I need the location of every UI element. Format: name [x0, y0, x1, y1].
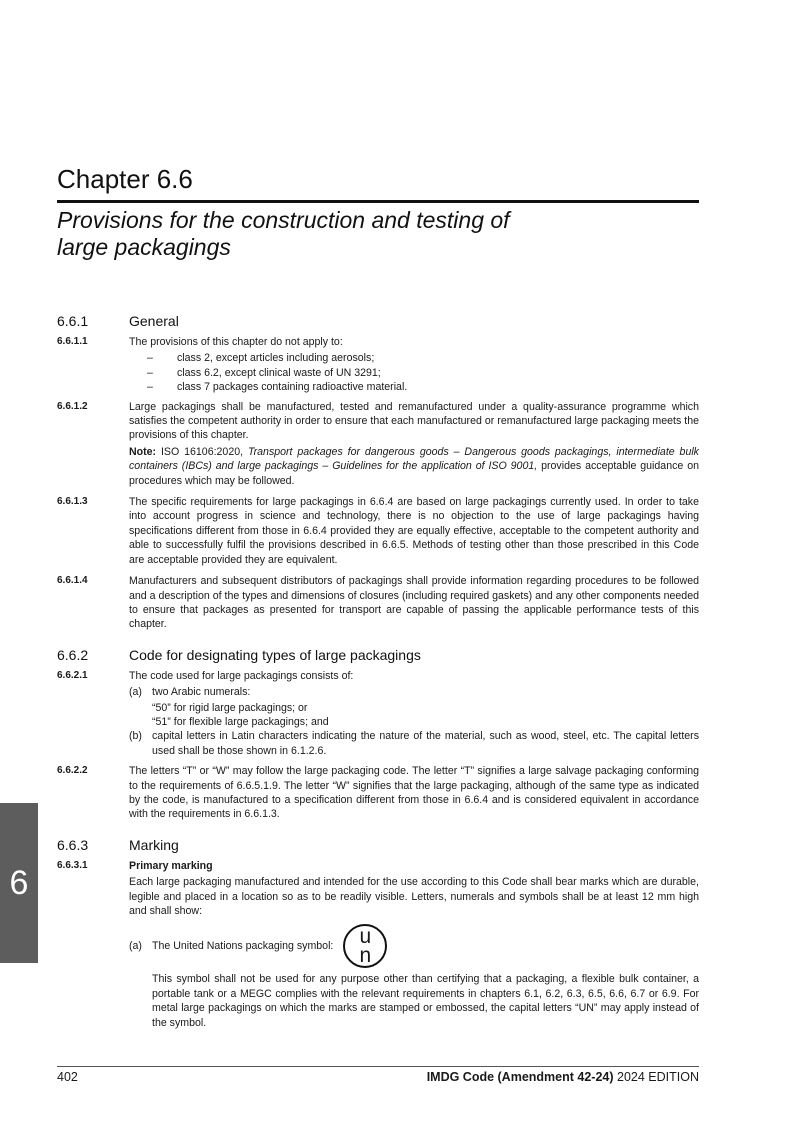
chapter-rule [57, 200, 699, 203]
chapter-title: Chapter 6.6 [57, 164, 193, 194]
paragraph-text: Manufacturers and subsequent distributors of packagings shall provide information regarding procedures to be followed and a description of the types and dimensions of closures (including required gaskets) and any other components needed to ensure that packages as presented for transport are capable of passing the applicable performance tests of this chapter. [129, 575, 699, 631]
page-number: 402 [57, 1070, 78, 1084]
note-label: Note: [129, 445, 157, 458]
list-item: – class 2, except articles including aerosols; [147, 352, 375, 365]
footer-title [427, 1070, 699, 1084]
paragraph-text: The specific requirements for large packagings in 6.6.4 are based on large packagings currently used. In order to take into account progress in science and technology, there is no objection to the use of large packagings having specifications different from those in 6.6.4 provided they are equally effective, acceptable to the competent authority and able to successfully fulfil the provisions described in 6.6.5. Methods of testing other than those prescribed in this Code are acceptable provided they are equivalent. [129, 496, 699, 566]
paragraph-6-6-2-1 [57, 669, 699, 759]
paragraph-6-6-3-1 [57, 859, 699, 1032]
code-51-line: “51” for flexible large packagings; and [152, 715, 329, 728]
note-standard-title: Transport packages for dangerous goods – Dangerous goods packagings, intermediate bulk containers (IBCs) and large packagings – Guidelines for the application of ISO 9001, [129, 445, 699, 473]
paragraph-text: The code used for large packagings consists of: [129, 669, 354, 682]
paragraph-number: 6.6.2.1 [57, 669, 88, 681]
paragraph-text: The provisions of this chapter do not apply to: [129, 336, 343, 348]
subsection-title: Primary marking [129, 859, 213, 872]
section-number: 6.6.1 [57, 313, 89, 329]
section-heading-6-6-2 [57, 646, 699, 664]
chapter-side-tab: 6 [0, 803, 38, 963]
footer-rule [57, 1066, 699, 1067]
paragraph-6-6-2-2 [57, 764, 699, 824]
paragraph-text: Large packagings shall be manufactured, tested and remanufactured under a quality-assurance programme which satisfies the competent authority in order to ensure that each manufactured or remanufactured large packaging meets the provisions of this chapter. [129, 400, 699, 442]
paragraph-text: The letters “T” or “W” may follow the large packaging code. The letter “T” signifies a large salvage packaging conforming to the requirements of 6.6.5.1.9. The letter “W” signifies that the large packaging, although of the same type as indicated by the code, is manufactured to a specification different from those in 6.6.4 and is considered equivalent in accordance with the requirements in 6.6.1.3. [129, 765, 699, 821]
exclusion-list [129, 351, 699, 394]
section-number: 6.6.3 [57, 836, 89, 853]
paragraph-number: 6.6.1.4 [57, 575, 88, 587]
paragraph-6-6-1-4 [57, 574, 699, 634]
section-number: 6.6.2 [57, 646, 89, 663]
list-item: – class 6.2, except clinical waste of UN 3291; [147, 366, 381, 379]
code-50-line: “50” for rigid large packagings; or [152, 701, 308, 714]
section-heading-6-6-3 [57, 836, 699, 854]
section-title: Marking [129, 836, 179, 853]
list-item-a: (a) two Arabic numerals: [129, 686, 251, 699]
paragraph-text: This symbol shall not be used for any purpose other than certifying that a packaging, a flexible bulk container, a portable tank or a MEGC complies with the relevant requirements in chapters 6.1, 6.2, 6.3, 6.5, 6.6, 6.7 or 6.9. For metal large packagings on which the marks are stamped or embossed, the capital letters “UN” may apply instead of the symbol. [152, 973, 699, 1029]
paragraph-number: 6.6.3.1 [57, 859, 88, 871]
paragraph-text: Each large packaging manufactured and intended for the use according to this Code shall bear marks which are durable, legible and placed in a location so as to be readily visible. Letters, numerals and symbols shall be at least 12 mm high and shall show: [129, 876, 699, 917]
publication-title: IMDG Code (Amendment 42-24) [426, 1070, 614, 1084]
list-item-a: (a) The United Nations packaging symbol: u n [129, 924, 699, 968]
list-item-b: (b) capital letters in Latin characters indicating the nature of the material, such as wood, steel, etc. The capital letters used shall be those shown in 6.1.2.6. [129, 730, 699, 757]
paragraph-number: 6.6.1.3 [57, 496, 88, 508]
section-title: General [129, 313, 179, 329]
edition-label: 2024 EDITION [617, 1070, 699, 1084]
paragraph-number: 6.6.1.2 [57, 400, 88, 412]
paragraph-6-6-1-1 [57, 335, 699, 395]
chapter-subtitle: Provisions for the construction and testing of large packagings [57, 207, 510, 260]
paragraph-6-6-1-2 [57, 400, 699, 490]
note: Note: ISO 16106:2020, Transport packages for dangerous goods – Dangerous goods packagings, intermediate bulk containers (IBCs) and large packagings – Guidelines for the application of ISO 9001, provides acceptable guidance on procedures which may be followed. [129, 445, 699, 487]
list-item: – class 7 packages containing radioactive material. [147, 381, 408, 394]
page-content [57, 312, 699, 1037]
un-packaging-symbol-icon: u n [343, 924, 387, 968]
paragraph-number: 6.6.1.1 [57, 336, 88, 347]
paragraph-6-6-1-3 [57, 495, 699, 569]
section-title: Code for designating types of large packagings [129, 646, 421, 663]
paragraph-number: 6.6.2.2 [57, 765, 88, 777]
section-heading-6-6-1 [57, 312, 699, 330]
